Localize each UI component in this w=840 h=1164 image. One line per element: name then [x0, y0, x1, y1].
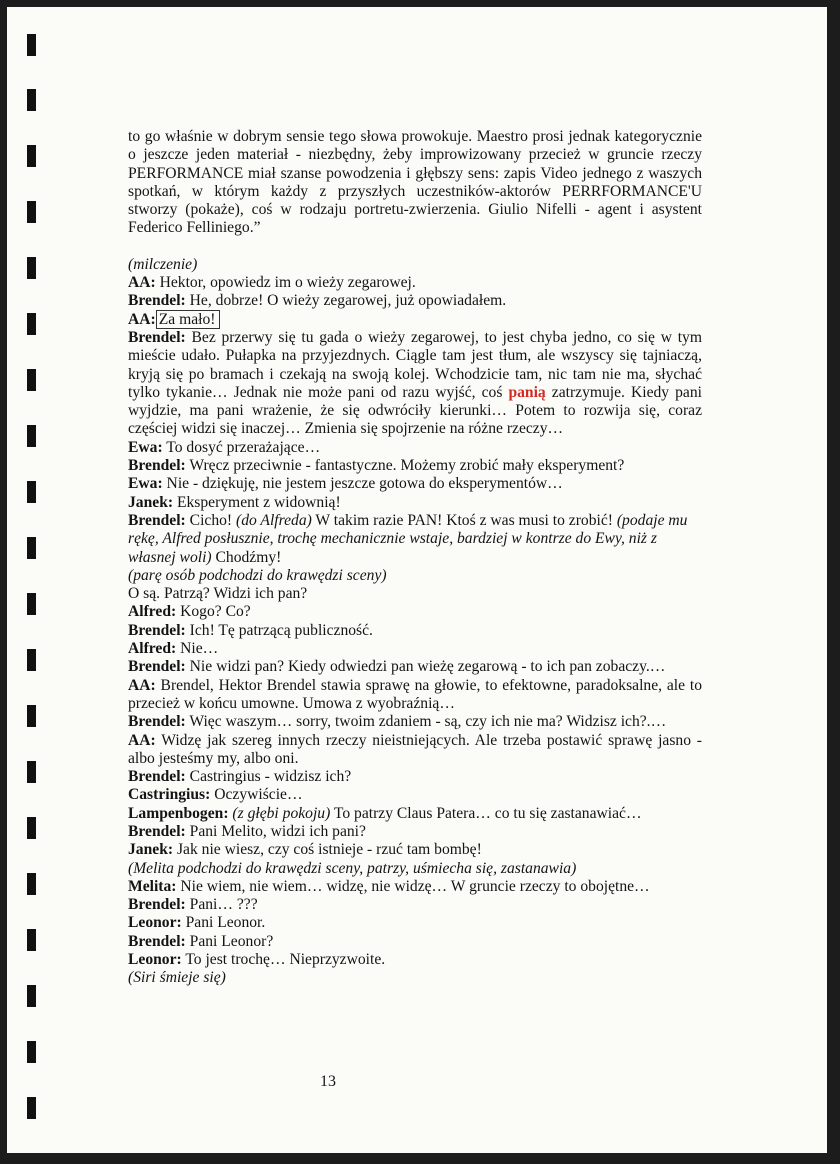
dialogue-line	[128, 475, 702, 493]
dialogue-text: Wręcz przeciwnie - fantastyczne. Możemy zrobić mały eksperyment?	[185, 457, 625, 475]
dialogue-line	[128, 677, 702, 714]
dialogue-line	[128, 786, 702, 804]
stage-direction: (do Alfreda)	[236, 511, 312, 529]
dialogue-text: Oczywiście…	[210, 786, 303, 804]
speaker-name: Brendel:	[128, 511, 186, 529]
binder-hole	[27, 761, 36, 783]
dialogue-line	[128, 823, 702, 841]
binder-hole	[27, 89, 36, 111]
binder-hole	[27, 313, 36, 335]
dialogue-text: W takim razie PAN! Ktoś z was musi to zrobić!	[311, 511, 617, 529]
dialogue-line	[128, 622, 702, 640]
speaker-name: Alfred:	[128, 640, 177, 658]
dialogue-text: Jak nie wiesz, czy coś istnieje - rzuć tam bombę!	[173, 841, 482, 859]
binder-hole	[27, 649, 36, 671]
speaker-name: AA:	[128, 731, 156, 749]
dialogue-text: Nie - dziękuję, nie jestem jeszcze gotowa do eksperymentów…	[162, 475, 563, 493]
dialogue-text: Cicho!	[185, 511, 237, 529]
dialogue-text: To dosyć przerażające…	[162, 438, 321, 456]
speaker-name: Castringius:	[128, 786, 211, 804]
binder-hole	[27, 145, 36, 167]
dialogue-line	[128, 457, 702, 475]
binder-hole	[27, 257, 36, 279]
binder-hole	[27, 873, 36, 895]
dialogue-text: Ich! Tę patrzącą publiczność.	[185, 621, 373, 639]
dialogue-text: Pani… ???	[185, 896, 258, 914]
dialogue-line	[128, 640, 702, 658]
dialogue-text: Nie wiem, nie wiem… widzę, nie widzę… W gruncie rzeczy to obojętne…	[176, 877, 650, 895]
dialogue-line	[128, 732, 702, 769]
speaker-name: Brendel:	[128, 932, 186, 950]
dialogue-line	[128, 274, 702, 292]
dialogue-text: Więc waszym… sorry, twoim zdaniem - są, czy ich nie ma? Widzisz ich?.…	[185, 713, 667, 731]
speaker-name: Brendel:	[128, 457, 186, 475]
binder-hole	[27, 985, 36, 1007]
speaker-name: AA:	[128, 310, 156, 328]
dialogue-text: Widzę jak szereg innych rzeczy nieistniejących. Ale trzeba postawić sprawę jasno - albo jesteśmy my, albo oni.	[128, 731, 702, 767]
binder-hole	[27, 369, 36, 391]
speaker-name: Janek:	[128, 493, 174, 511]
dialogue-text: Pani Melito, widzi ich pani?	[185, 822, 366, 840]
binder-hole	[27, 1097, 36, 1119]
speaker-name: Ewa:	[128, 475, 163, 493]
speaker-name: Alfred:	[128, 603, 177, 621]
binder-hole	[27, 593, 36, 615]
dialogue-text: To patrzy Claus Patera… co tu się zastanawiać…	[330, 804, 642, 822]
speaker-name: Brendel:	[128, 896, 186, 914]
binder-hole	[27, 705, 36, 727]
dialogue-text: He, dobrze! O wieży zegarowej, już opowiadałem.	[185, 292, 507, 310]
intro-paragraph: to go właśnie w dobrym sensie tego słowa prowokuje. Maestro prosi jednak kategorycznie o jeszcze jeden materiał - niezbędny, żeby improwizowany przecież w gruncie rzeczy PERFORMANCE miał szanse powodzenia i głębszy sens: zapis Video jednego z waszych spotkań, w którym każdy z przyszłych uczestników-aktorów PERRFORMANCE'U stworzy (pokaże), coś w rodzaju portretu-zwierzenia. Giulio Nifelli - agent i asystent Federico Felliniego.”	[128, 128, 702, 237]
dialogue-line	[128, 603, 702, 621]
dialogue-text: Brendel, Hektor Brendel stawia sprawę na głowie, to efektowne, paradoksalne, ale to przecież w końcu umowne. Umowa z wyobraźnią…	[128, 676, 702, 712]
dialogue-line	[128, 292, 702, 310]
dialogue-text: Eksperyment z widownią!	[173, 493, 341, 511]
dialogue-text: Chodźmy!	[211, 548, 282, 566]
dialogue-text: Nie…	[176, 640, 219, 658]
dialogue-text: zatrzymuje. Kiedy pani wyjdzie, ma pani wrażenie, że się odwróciły kierunki… Potem to rozwija się, coraz częściej widzi się inaczej… Zmienia się spojrzenie na różne rzeczy…	[128, 383, 702, 438]
binder-hole	[27, 929, 36, 951]
highlighted-word: panią	[508, 383, 546, 401]
dialogue-text: Pani Leonor?	[185, 932, 274, 950]
speaker-name: AA:	[128, 274, 156, 292]
binder-hole	[27, 817, 36, 839]
dialogue-line	[128, 311, 702, 329]
speaker-name: Ewa:	[128, 438, 163, 456]
speaker-name: AA:	[128, 676, 156, 694]
dialogue-text: Nie widzi pan? Kiedy odwiedzi pan wieżę zegarową - to ich pan zobaczy.…	[185, 658, 666, 676]
binder-hole	[27, 537, 36, 559]
stage-direction: (Melita podchodzi do krawędzi sceny, patrzy, uśmiecha się, zastanawia)	[128, 859, 577, 877]
script-text	[128, 128, 702, 988]
page-number: 13	[320, 1073, 336, 1090]
dialogue-line	[128, 805, 702, 823]
speaker-name: Brendel:	[128, 713, 186, 731]
dialogue-line	[128, 768, 702, 786]
speaker-name: Janek:	[128, 841, 174, 859]
dialogue-text: Hektor, opowiedz im o wieży zegarowej.	[155, 274, 416, 292]
dialogue-line: O są. Patrzą? Widzi ich pan?	[128, 585, 308, 603]
stage-direction: (z głębi pokoju)	[228, 804, 331, 822]
speaker-name: Brendel:	[128, 822, 186, 840]
binder-hole	[27, 481, 36, 503]
dialogue-line	[128, 878, 702, 896]
dialogue-line	[128, 896, 702, 914]
stage-direction: (milczenie)	[128, 255, 198, 273]
dialogue-line	[128, 713, 702, 731]
binder-hole	[27, 425, 36, 447]
dialogue-line	[128, 951, 702, 969]
binder-hole	[27, 1041, 36, 1063]
dialogue-text: Pani Leonor.	[181, 914, 266, 932]
binder-hole	[27, 201, 36, 223]
stage-direction: (parę osób podchodzi do krawędzi sceny)	[128, 566, 387, 584]
speaker-name: Brendel:	[128, 621, 186, 639]
stage-direction: (podaje mu rękę, Alfred posłusznie, trochę mechanicznie wstaje, bardziej w kontrze do Ewy, niż z własnej woli)	[128, 511, 688, 566]
dialogue-line	[128, 933, 702, 951]
speaker-name: Lampenbogen:	[128, 804, 229, 822]
dialogue-line	[128, 494, 702, 512]
dialogue-text: Bez przerwy się tu gada o wieży zegarowej, to jest chyba jedno, co się w tym mieście udało. Pułapka na przyjezdnych. Ciągle tam jest tłum, ale wszyscy się tajniaczą, kryją się po bramach i czekają na swoją kolej. Wchodzicie tam, nic tam nie ma, słychać tylko tykanie… Jednak nie może pani od razu wyjść, coś	[128, 328, 702, 401]
speaker-name: Brendel:	[128, 768, 186, 786]
dialogue-line	[128, 439, 702, 457]
boxed-annotation: Za mało!	[156, 310, 221, 329]
dialogue-line	[128, 841, 702, 859]
stage-direction: (Siri śmieje się)	[128, 969, 226, 987]
speaker-name: Brendel:	[128, 328, 186, 346]
speaker-name: Brendel:	[128, 658, 186, 676]
dialogue-text: Kogo? Co?	[176, 603, 251, 621]
dialogue-line	[128, 512, 702, 567]
speaker-name: Leonor:	[128, 951, 182, 969]
dialogue-text: Castringius - widzisz ich?	[185, 768, 352, 786]
binder-hole	[27, 34, 36, 56]
speaker-name: Brendel:	[128, 292, 186, 310]
dialogue-text: To jest trochę… Nieprzyzwoite.	[181, 951, 386, 969]
dialogue-line	[128, 658, 702, 676]
speaker-name: Melita:	[128, 877, 177, 895]
dialogue-line	[128, 329, 702, 439]
dialogue-line	[128, 914, 702, 932]
speaker-name: Leonor:	[128, 914, 182, 932]
